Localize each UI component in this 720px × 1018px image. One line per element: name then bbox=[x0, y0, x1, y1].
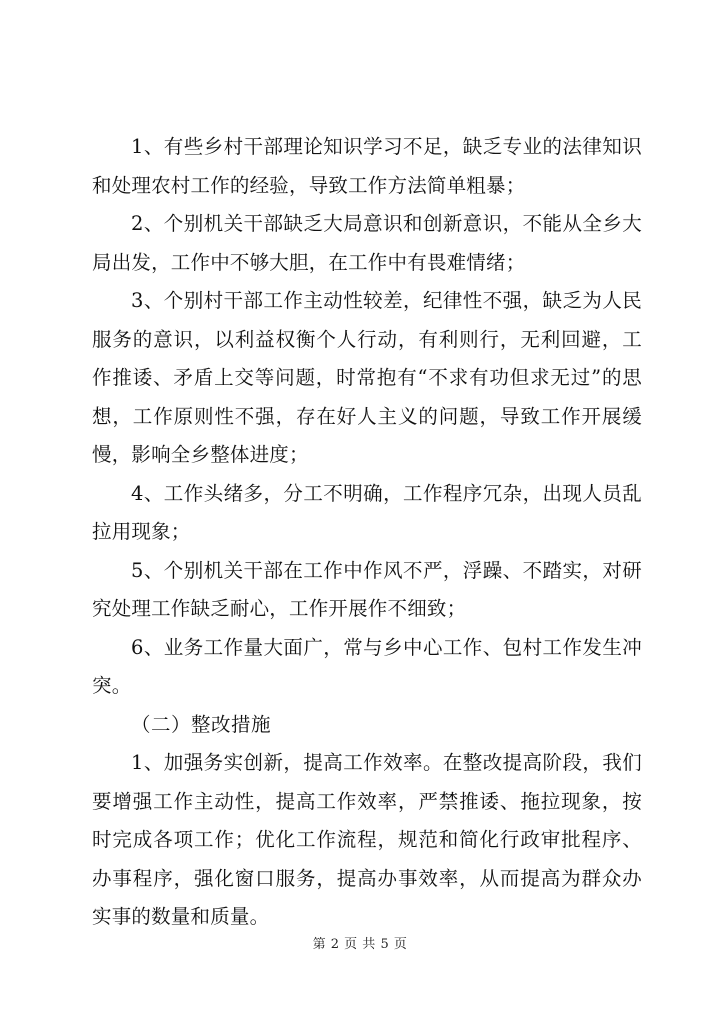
problem-paragraph-4: 4、工作头绪多，分工不明确，工作程序冗杂，出现人员乱拉用现象； bbox=[92, 481, 642, 543]
section-heading: （二）整改措施 bbox=[131, 712, 272, 736]
page-footer: 第 2 页 共 5 页 bbox=[312, 937, 408, 952]
problem-paragraph-1: 1、有些乡村干部理论知识学习不足，缺乏专业的法律知识和处理农村工作的经验，导致工作方法简单粗暴； bbox=[92, 135, 642, 197]
problem-paragraph-2: 2、个别机关干部缺乏大局意识和创新意识，不能从全乡大局出发，工作中不够大胆，在工作中有畏难情绪； bbox=[92, 212, 642, 274]
document-body bbox=[92, 128, 642, 937]
problem-paragraph-3: 3、个别村干部工作主动性较差，纪律性不强，缺乏为人民服务的意识，以利益权衡个人行动，有利则行，无利回避，工作推诿、矛盾上交等问题，时常抱有“不求有功但求无过”的思想，工作原则性不强，存在好人主义的问题，导致工作开展缓慢，影响全乡整体进度； bbox=[92, 289, 642, 466]
problem-paragraph-5: 5、个别机关干部在工作中作风不严，浮躁、不踏实，对研究处理工作缺乏耐心，工作开展作不细致； bbox=[92, 558, 642, 620]
measure-paragraph-1: 1、加强务实创新，提高工作效率。在整改提高阶段，我们要增强工作主动性，提高工作效率，严禁推诿、拖拉现象，按时完成各项工作；优化工作流程，规范和简化行政审批程序、办事程序，强化窗口服务，提高办事效率，从而提高为群众办实事的数量和质量。 bbox=[92, 751, 642, 928]
problem-paragraph-6: 6、业务工作量大面广，常与乡中心工作、包村工作发生冲突。 bbox=[92, 635, 642, 697]
